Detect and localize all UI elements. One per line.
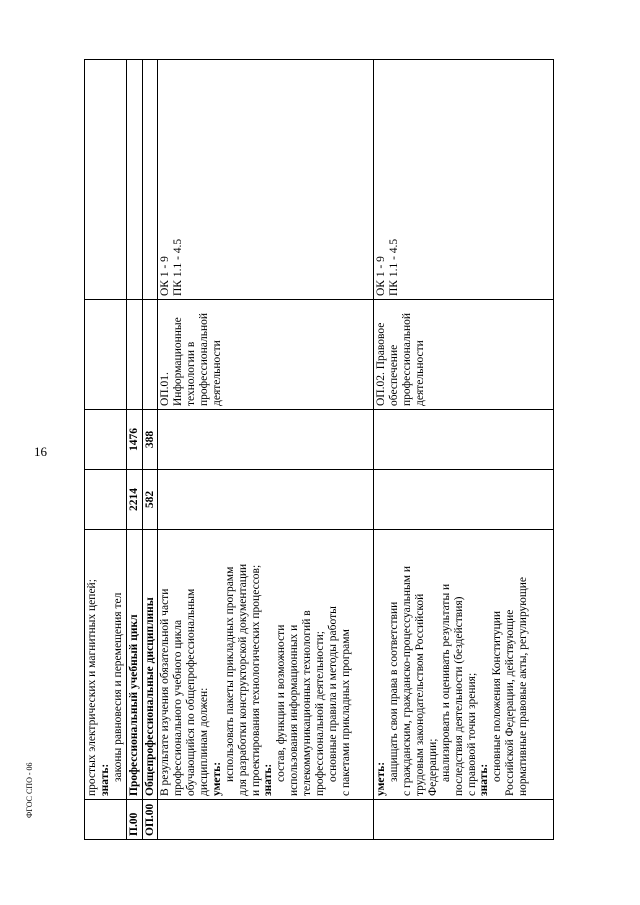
text-line: законы равновесия и перемещения тел <box>111 592 124 782</box>
competence-line: ПК 1.1 - 4.5 <box>388 238 401 296</box>
max-load-cell <box>374 470 554 530</box>
table-row <box>142 60 158 840</box>
can-label: уметь: <box>375 761 388 796</box>
competence-line: ОК 1 - 9 <box>375 256 388 296</box>
page-number: 16 <box>34 444 47 459</box>
text-line: дисциплинам должен: <box>198 687 210 796</box>
section-name: Общепрофессиональные дисциплины <box>142 530 158 800</box>
table-row <box>126 60 142 840</box>
text-line: с правовой точки зрения; <box>465 672 478 796</box>
competence-cell <box>142 60 158 300</box>
competence-cell <box>126 60 142 300</box>
text-line: с пакетами прикладных программ <box>339 629 352 796</box>
text-line: Российской Федерации, действующие <box>504 609 517 796</box>
competence-cell <box>158 60 374 300</box>
text-line: обучающийся по общепрофессиональным <box>185 588 198 796</box>
can-label: уметь: <box>210 761 223 796</box>
table-row <box>85 60 127 840</box>
text-line: телекоммуникационных технологий в <box>301 610 313 796</box>
discipline-name: ОП.01. Информационные технологии в профессиональной деятельности <box>158 300 374 410</box>
text-line: профессионального учебного цикла <box>172 619 185 796</box>
text-line: анализировать и оценивать результаты и <box>439 583 452 782</box>
curriculum-table <box>84 59 554 840</box>
text-line: состав, функции и возможности <box>275 624 288 782</box>
mandatory-cell <box>374 410 554 470</box>
text-line: В результате изучения обязательной части <box>159 588 172 796</box>
text-line: использовать пакеты прикладных программ <box>223 566 236 782</box>
content-cell <box>85 530 127 800</box>
footer-code: ФГОС СПО - 06 <box>25 762 34 818</box>
text-line: простых электрических и магнитных цепей; <box>86 579 98 796</box>
discipline-cell <box>126 300 142 410</box>
text-line: защищать свои права в соответствии <box>388 601 401 782</box>
max-load-value: 582 <box>142 470 158 530</box>
text-line: для разработки конструкторской документации <box>236 563 249 796</box>
code-cell <box>158 800 374 840</box>
text-line: основные положения Конституции <box>491 610 504 782</box>
discipline-cell <box>142 300 158 410</box>
mandatory-value: 1476 <box>126 410 142 470</box>
competence-line: ОК 1 - 9 <box>159 256 172 296</box>
mandatory-cell <box>85 410 127 470</box>
text-line: и проектирования технологических процессов; <box>249 564 262 796</box>
text-line: трудовым законодательством Российской <box>414 593 426 796</box>
section-name: Профессиональный учебный цикл <box>126 530 142 800</box>
know-label: знать: <box>98 763 111 796</box>
section-code: ОП.00 <box>142 800 158 840</box>
discipline-cell <box>85 300 127 410</box>
max-load-cell <box>158 470 374 530</box>
max-load-value: 2214 <box>126 470 142 530</box>
text-line: использования информационных и <box>288 624 301 796</box>
text-line: с гражданским, гражданско-процессуальным и <box>401 565 414 796</box>
competence-cell <box>85 60 127 300</box>
mandatory-value: 388 <box>142 410 158 470</box>
text-line: профессиональной деятельности; <box>313 631 326 796</box>
text-line: нормативные правовые акты, регулирующие <box>517 576 529 796</box>
text-line: последствия деятельности (бездействия) <box>452 596 465 796</box>
section-code: П.00 <box>126 800 142 840</box>
max-load-cell <box>85 470 127 530</box>
know-label: знать: <box>262 763 275 796</box>
text-line: Федерации; <box>426 738 439 796</box>
competence-cell <box>374 60 554 300</box>
content-cell <box>158 530 374 800</box>
code-cell <box>374 800 554 840</box>
mandatory-cell <box>158 410 374 470</box>
document-page <box>84 60 544 840</box>
discipline-name: ОП.02. Правовое обеспечение профессиональной деятельности <box>374 300 554 410</box>
table-row <box>158 60 374 840</box>
competence-line: ПК 1.1 - 4.5 <box>172 238 185 296</box>
table-row <box>374 60 554 840</box>
code-cell <box>85 800 127 840</box>
know-label: знать: <box>478 763 491 796</box>
text-line: основные правила и методы работы <box>326 606 339 782</box>
content-cell <box>374 530 554 800</box>
